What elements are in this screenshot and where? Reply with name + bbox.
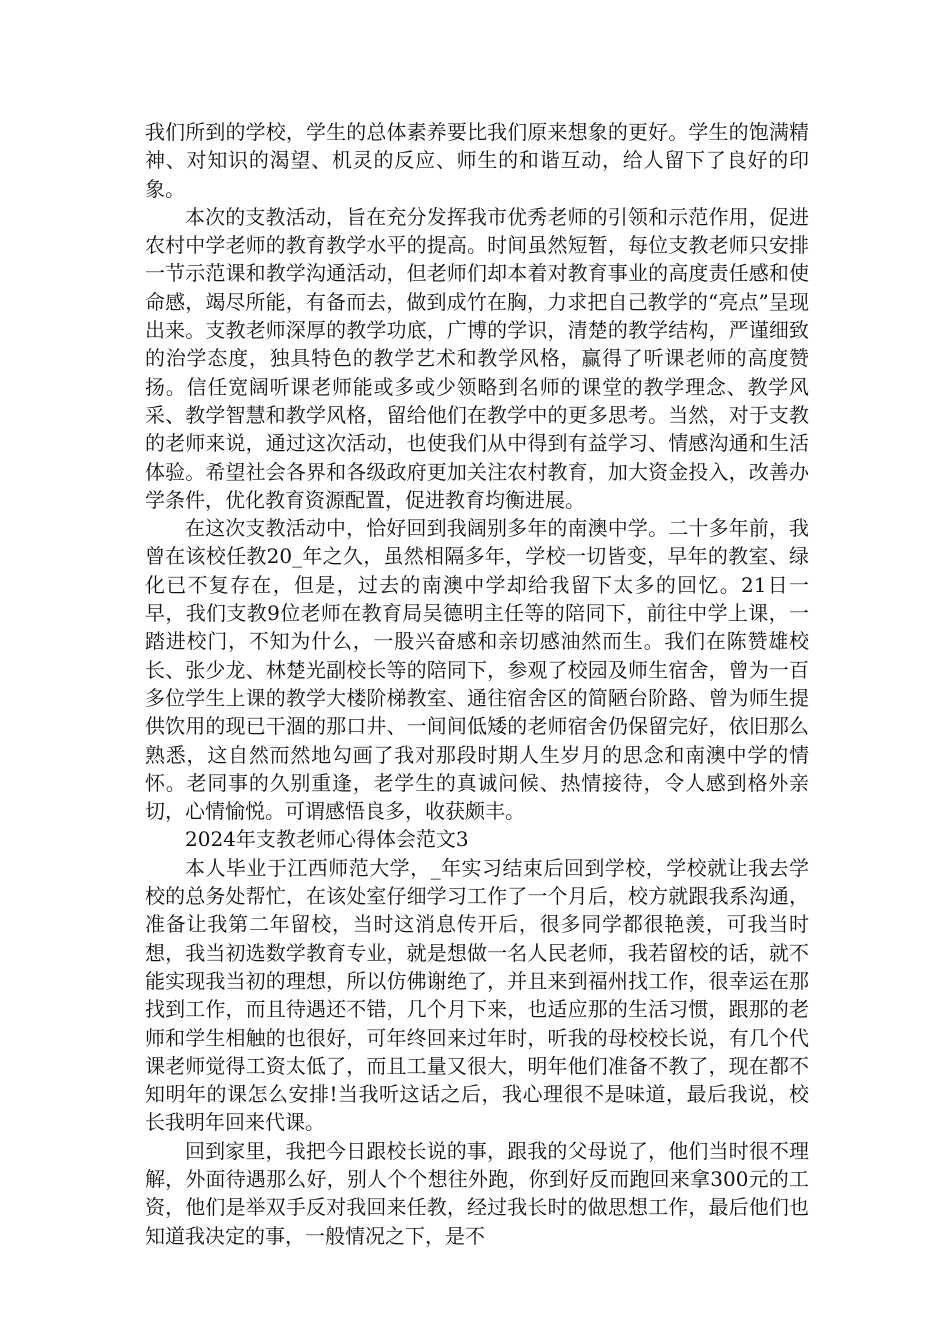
paragraph-support-teaching-activity: 本次的支教活动，旨在充分发挥我市优秀老师的引领和示范作用，促进农村中学老师的教育教学水平的提高。时间虽然短暂，每位支教老师只安排一节示范课和教学沟通活动，但老师们却本着对教育事业的高度责任感和使命感，竭尽所能，有备而去，做到成竹在胸，力求把自己教学的“亮点”呈现出来。支教老师深厚的教学功底，广博的学识，清楚的教学结构，严谨细致的治学态度，独具特色的教学艺术和教学风格，赢得了听课老师的高度赞扬。信任宽阔听课老师能或多或少领略到名师的课堂的教学理念、教学风采、教学智慧和教学风格，留给他们在教学中的更多思考。当然，对于支教的老师来说，通过这次活动，也使我们从中得到有益学习、情感沟通和生活体验。希望社会各界和各级政府更加关注农村教育，加大资金投入，改善办学条件，优化教育资源配置，促进教育均衡进展。 bbox=[145, 204, 809, 512]
paragraph-graduation-story: 本人毕业于江西师范大学，_年实习结束后回到学校，学校就让我去学校的总务处帮忙，在该处室仔细学习工作了一个月后，校方就跟我系沟通，准备让我第二年留校，当时这消息传开后，很多同学都很艳羡，可我当时想，我当初选数学教育专业，就是想做一名人民老师，我若留校的话，就不能实现我当初的理想，所以仿佛谢绝了，并且来到福州找工作，很幸运在那找到工作，而且待遇还不错，几个月下来，也适应那的生活习惯，跟那的老师和学生相触的也很好，可年终回来过年时，听我的母校校长说，有几个代课老师觉得工资太低了，而且工量又很大，明年他们准备不教了，现在都不知明年的课怎么安排!当我听这话之后，我心理很不是味道，最后我说，校长我明年回来代课。 bbox=[145, 855, 809, 1135]
paragraph-nanao-middle-school: 在这次支教活动中，恰好回到我阔别多年的南澳中学。二十多年前，我曾在该校任教20_年之久，虽然相隔多年，学校一切皆变，早年的教室、绿化已不复存在，但是，过去的南澳中学却给我留下太多的回忆。21日一早，我们支教9位老师在教育局吴德明主任等的陪同下，前往中学上课，一踏进校门，不知为什么，一股兴奋感和亲切感油然而生。我们在陈赞雄校长、张少龙、林楚光副校长等的陪同下，参观了校园及师生宿舍，曾为一百多位学生上课的教学大楼阶梯教室、通往宿舍区的简陋台阶路、曾为师生提供饮用的现已干涸的那口井、一间间低矮的老师宿舍仍保留完好，依旧那么熟悉，这自然而然地勾画了我对那段时期人生岁月的思念和南澳中学的情怀。老同事的久别重逢，老学生的真诚问候、热情接待，令人感到格外亲切，心情愉悦。可谓感悟良多，收获颇丰。 bbox=[145, 516, 809, 824]
section-heading: 2024年支教老师心得体会范文3 bbox=[185, 827, 469, 852]
paragraph-continuation: 我们所到的学校，学生的总体素养要比我们原来想象的更好。学生的饱满精神、对知识的渴望、机灵的反应、师生的和谐互动，给人留下了良好的印象。 bbox=[145, 120, 809, 201]
document-page bbox=[145, 118, 809, 1250]
paragraph-returning-home: 回到家里，我把今日跟校长说的事，跟我的父母说了，他们当时很不理解，外面待遇那么好，别人个个想往外跑，你到好反而跑回来拿300元的工资，他们是举双手反对我回来任教，经过我长时的做思想工作，最后他们也知道我决定的事，一般情况之下，是不 bbox=[145, 1138, 809, 1248]
